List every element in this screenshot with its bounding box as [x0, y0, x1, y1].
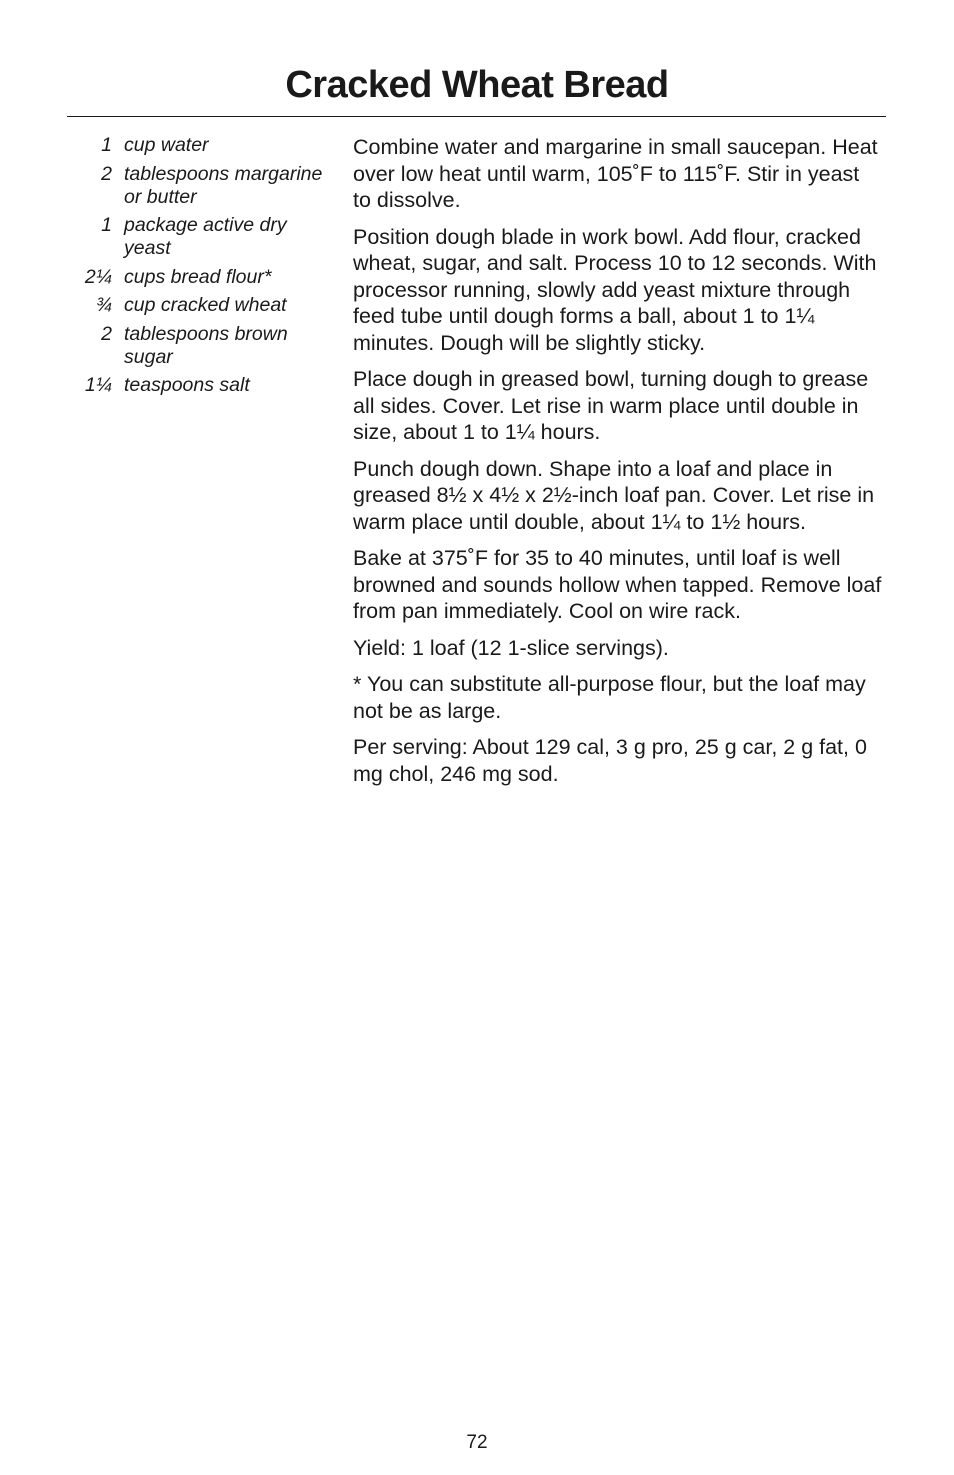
ingredient-item	[70, 214, 330, 260]
ingredient-item	[70, 294, 330, 317]
page-number: 72	[466, 1432, 488, 1453]
ingredient-quantity: 2	[101, 322, 112, 345]
ingredient-quantity: 1¼	[84, 374, 112, 396]
ingredient-name: tablespoons margarine or butter	[124, 162, 323, 208]
direction-step: Place dough in greased bowl, turning dough to grease all sides. Cover. Let rise in warm place until double in size, about 1 to 1¼ hours.	[353, 367, 869, 444]
ingredient-item	[70, 374, 330, 397]
ingredient-quantity: 2	[101, 162, 112, 185]
ingredient-name: cup cracked wheat	[124, 294, 287, 316]
footnote: * You can substitute all-purpose flour, but the loaf may not be as large.	[353, 672, 866, 723]
ingredient-quantity: 1	[101, 214, 112, 236]
ingredient-name: cups bread flour*	[124, 265, 272, 288]
ingredient-item	[70, 266, 330, 289]
ingredient-name: tablespoons brown sugar	[124, 322, 288, 368]
ingredient-item	[70, 134, 330, 157]
direction-step: Position dough blade in work bowl. Add flour, cracked wheat, sugar, and salt. Process 10 to 12 seconds. With processor running, slowly add yeast mixture through feed tube until dough forms a ball, about 1 to 1¼ minutes. Dough will be slightly sticky.	[353, 224, 877, 355]
direction-step: Punch dough down. Shape into a loaf and place in greased 8½ x 4½ x 2½-inch loaf pan. Cover. Let rise in warm place until double, about 1¼ to 1½ hours.	[353, 456, 875, 534]
ingredient-name: package active dry yeast	[124, 214, 287, 259]
ingredient-item	[70, 323, 330, 369]
page-title: Cracked Wheat Bread	[285, 64, 669, 106]
ingredient-name: cup water	[124, 134, 209, 156]
ingredient-quantity: 1	[101, 134, 112, 156]
ingredient-item	[70, 163, 330, 209]
ingredient-quantity: 2¼	[84, 265, 112, 288]
ingredient-name: teaspoons salt	[124, 374, 250, 396]
directions	[353, 134, 883, 797]
yield-note: Yield: 1 loaf (12 1-slice servings).	[353, 635, 669, 660]
ingredient-quantity: ¾	[95, 294, 112, 316]
title-divider	[67, 116, 886, 117]
direction-step: Combine water and margarine in small saucepan. Heat over low heat until warm, 105˚F to 115˚F. Stir in yeast to dissolve.	[353, 135, 878, 212]
ingredient-list	[70, 134, 330, 403]
direction-step: Bake at 375˚F for 35 to 40 minutes, until loaf is well browned and sounds hollow when tapped. Remove loaf from pan immediately. Cool on wire rack.	[353, 546, 882, 623]
nutrition-info: Per serving: About 129 cal, 3 g pro, 25 g car, 2 g fat, 0 mg chol, 246 mg sod.	[353, 735, 867, 786]
